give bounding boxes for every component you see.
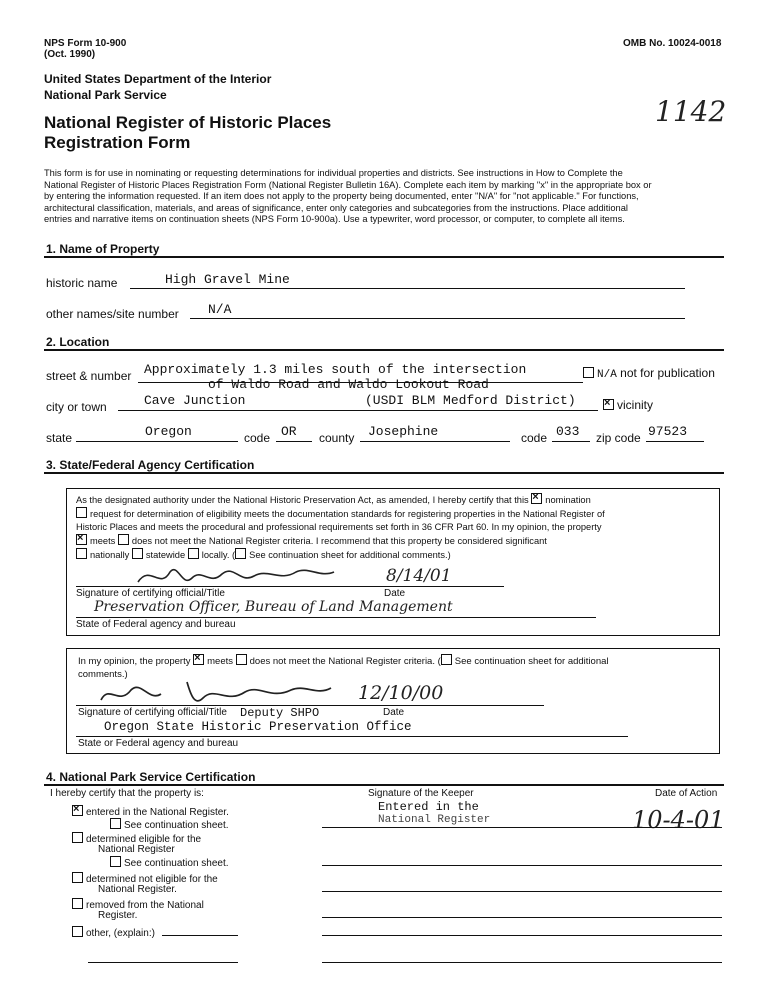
eligible-label-2: National Register [98,844,175,855]
cert-line: request for determination of eligibility meets the documentation standards for registering properties in the National Register of [90,509,605,519]
zip-label: zip code [596,431,641,445]
certify-label: I hereby certify that the property is: [50,788,204,799]
sig1-bureau: Preservation Officer, Bureau of Land Management [94,599,453,615]
sig2-date-label: Date [383,707,405,718]
cert-line: statewide [145,550,186,560]
historic-name-label: historic name [46,276,118,290]
cert-line: As the designated authority under the National Historic Preservation Act, as amended, I hereby certify that this [76,495,529,505]
eligible-cont-checkbox[interactable] [110,856,121,867]
sig2-office: Oregon State Historic Preservation Office [104,720,412,734]
department: United States Department of the Interior [44,72,272,86]
not-eligible-label: determined not eligible for the [86,874,218,885]
nomination-checkbox[interactable] [531,493,542,504]
omb-number: OMB No. 10024-0018 [623,38,722,49]
not-eligible-label-2: National Register. [98,884,177,895]
see-cont-label: See continuation sheet. [124,820,229,831]
sig1-date: 8/14/01 [386,566,452,586]
vicinity-checkbox[interactable] [603,399,614,410]
other-names-label: other names/site number [46,307,179,321]
cert-line: nationally [90,550,130,560]
eligible-label: determined eligible for the [86,834,202,845]
cert-line: See continuation sheet for additional comments.) [249,550,451,560]
form-date: (Oct. 1990) [44,49,96,60]
vicinity-label: vicinity [617,398,654,412]
cert-line: meets [90,536,116,546]
form-number: NPS Form 10-900 [44,38,127,49]
vicinity[interactable] [603,398,653,412]
instruction-line: entries and narrative items on continuation sheets (NPS Form 10-900a). Use a typewriter, word processor, or computer, to complete all items. [44,214,625,224]
not-for-publication-value: N/A [597,369,617,381]
state-field[interactable]: Oregon [145,424,192,439]
instruction-line: by entering the information requested. If an item does not apply to the property being documented, enter "N/A" for "not applicable." For functions, [44,191,639,201]
section-3-heading: 3. State/Federal Agency Certification [46,458,255,472]
other-names-field[interactable]: N/A [208,302,232,317]
opinion-rest: does not meet the National Register criteria. ( [249,656,441,667]
other-checkbox[interactable] [72,926,83,937]
state-label: state [46,431,73,445]
not-for-publication[interactable] [583,366,715,381]
city-note: (USDI BLM Medford District) [365,393,576,408]
form-title: National Register of Historic Places [44,113,332,132]
sig1-date-label: Date [384,588,406,599]
action-date: 10-4-01 [632,806,725,834]
city-field[interactable]: Cave Junction [144,393,246,408]
city-label: city or town [46,400,107,414]
zip-field[interactable]: 97523 [648,424,688,439]
county-code-label: code [521,431,548,445]
handwritten-number: 1142 [655,95,727,128]
federal-cert-text [76,493,716,562]
sig2-title: Deputy SHPO [240,706,320,720]
stamp-line-2: National Register [378,814,491,826]
opinion-not-meet-checkbox[interactable] [236,654,247,665]
statewide-checkbox[interactable] [132,548,143,559]
continuation-checkbox[interactable] [235,548,246,559]
street-field[interactable]: Approximately 1.3 miles south of the intersection [144,362,527,377]
street-field-line2[interactable]: of Waldo Road and Waldo Lookout Road [208,377,489,392]
not-for-publication-checkbox[interactable] [583,367,594,378]
street-label: street & number [46,369,132,383]
option-other[interactable] [72,926,155,939]
county-field[interactable]: Josephine [368,424,439,439]
cert-line: Historic Places and meets the procedural and professional requirements set forth in 36 CFR Part 60. In my opinion, the property [76,522,602,532]
section-4-heading: 4. National Park Service Certification [46,770,256,784]
opinion-meets-label: meets [207,656,233,667]
state-code-field[interactable]: OR [281,424,297,439]
entered-label: entered in the National Register. [86,807,229,818]
does-not-meet-checkbox[interactable] [118,534,129,545]
entered-cont-checkbox[interactable] [110,818,121,829]
stamp-line-1: Entered in the [378,800,479,814]
bureau2-label: State or Federal agency and bureau [78,738,239,749]
removed-label: removed from the National [86,900,204,911]
entered-checkbox[interactable] [72,805,83,816]
meets-checkbox[interactable] [76,534,87,545]
locally-checkbox[interactable] [188,548,199,559]
action-date-label: Date of Action [655,788,718,799]
cert-line: locally. ( [201,550,236,560]
sig1-label: Signature of certifying official/Title [76,588,225,599]
instruction-line: architectural classification, materials, and areas of significance, enter only categories and subcategories from the instructions. Place additional [44,202,628,213]
not-for-publication-label: not for publication [620,366,715,380]
opinion-continuation-checkbox[interactable] [441,654,452,665]
opinion-meets-checkbox[interactable] [193,654,204,665]
form-subtitle: Registration Form [44,133,191,152]
comments-label: comments.) [78,669,128,680]
nationally-checkbox[interactable] [76,548,87,559]
section-2-heading: 2. Location [46,335,110,349]
option-removed[interactable] [72,898,204,911]
nomination-label: nomination [545,495,591,505]
opinion-line: In my opinion, the property [78,656,191,667]
instruction-line: National Register of Historic Places Registration Form (National Register Bulletin 16A). Complete each item by marking "x" in the appropriate box or [44,179,652,190]
bureau-label: State of Federal agency and bureau [76,619,236,630]
keeper-label: Signature of the Keeper [368,788,474,799]
section-1-heading: 1. Name of Property [46,242,160,256]
other-label: other, (explain:) [86,928,155,939]
option-entered[interactable] [72,805,229,818]
removed-checkbox[interactable] [72,898,83,909]
instructions [44,168,724,226]
sig2-label: Signature of certifying official/Title [78,707,227,718]
see-cont-label: See continuation sheet. [124,858,229,869]
county-code-field[interactable]: 033 [556,424,580,439]
state-code-label: code [244,431,271,445]
request-checkbox[interactable] [76,507,87,518]
agency: National Park Service [44,88,167,102]
option-entered-cont[interactable] [110,818,229,831]
option-eligible-cont[interactable] [110,856,229,869]
cert-line: does not meet the National Register criteria. I recommend that this property be considered significant [131,536,547,546]
historic-name-field[interactable]: High Gravel Mine [165,272,290,287]
sig2-date: 12/10/00 [358,682,444,704]
removed-label-2: Register. [98,910,138,921]
not-eligible-checkbox[interactable] [72,872,83,883]
county-label: county [319,431,355,445]
instruction-line: This form is for use in nominating or requesting determinations for individual properties and districts. See instructions in How to Complete the [44,168,623,178]
opinion-continuation-label: See continuation sheet for additional [454,656,609,667]
eligible-checkbox[interactable] [72,832,83,843]
